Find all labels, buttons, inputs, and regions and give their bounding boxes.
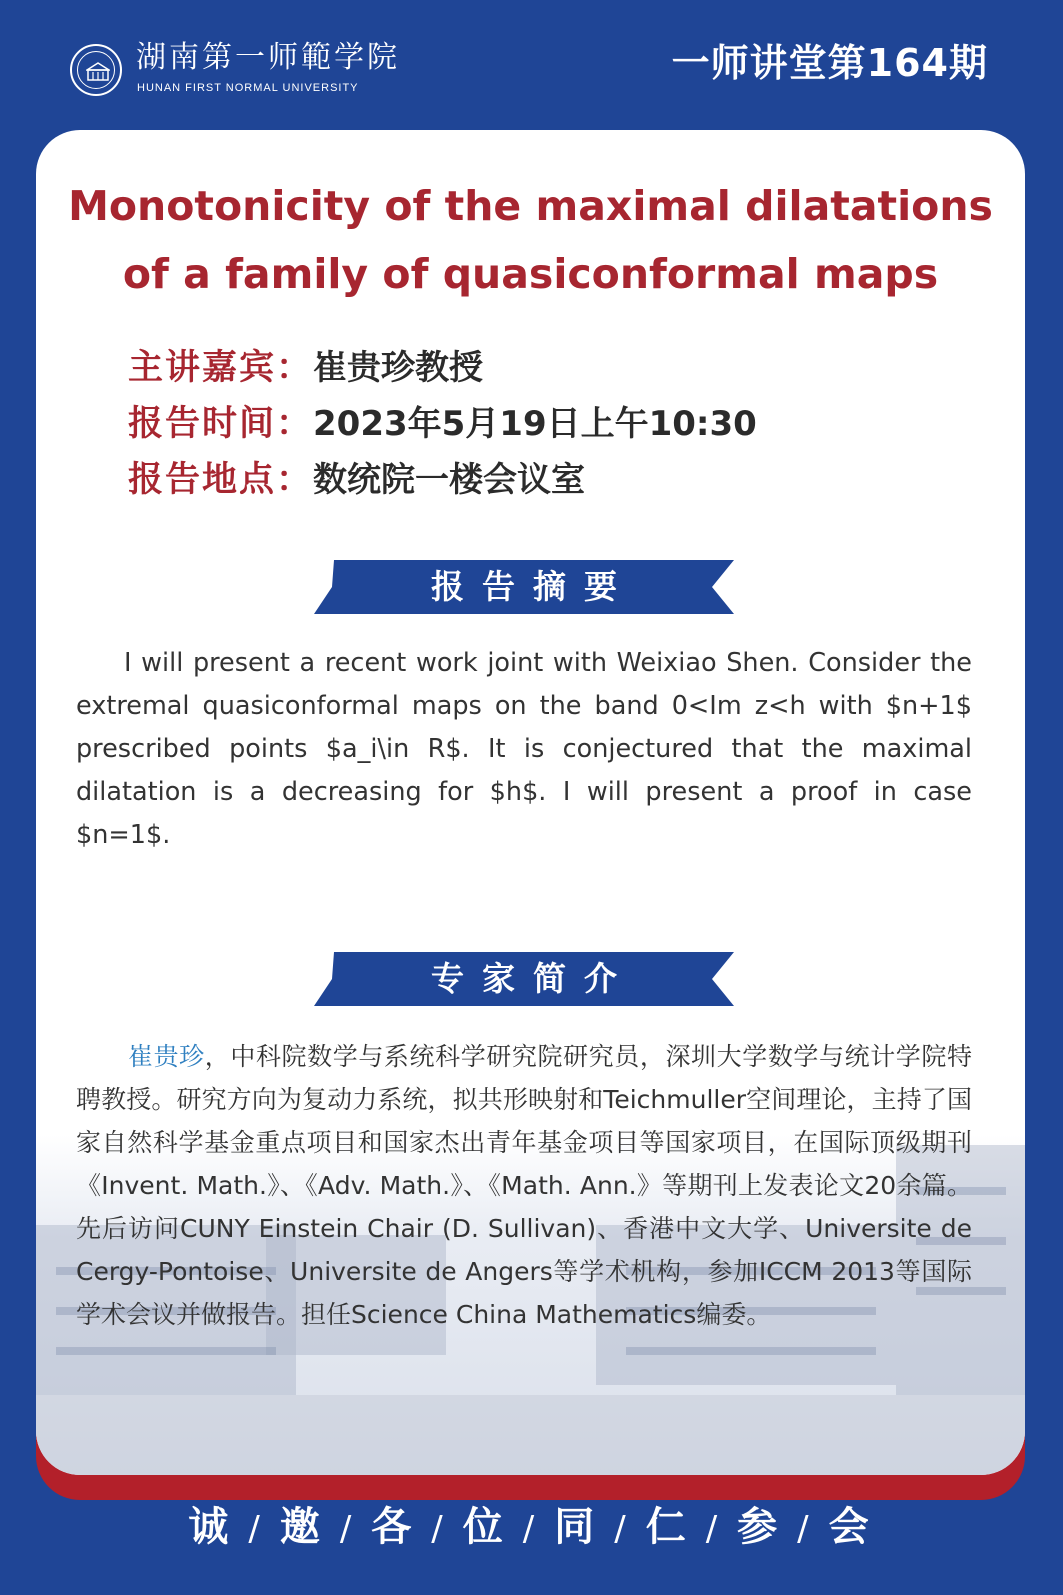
- header: [0, 0, 1063, 135]
- bio-text: [76, 1035, 972, 1336]
- bio-heading-banner: [314, 952, 734, 1006]
- footer-char: 位: [462, 1504, 509, 1550]
- talk-info: [128, 340, 757, 508]
- invitation-footer: [0, 1497, 1063, 1557]
- footer-char: 会: [828, 1504, 875, 1550]
- abstract-text: I will present a recent work joint with Weixiao Shen. Consider the extremal quasiconformal maps on the band 0<Im z<h with $n+1$ prescribed points $a_i\in R$. It is conjectured that the maximal dilatation is a decreasing for $h$. I will present a proof in case $n=1$.: [76, 648, 972, 850]
- talk-title-line2: of a family of quasiconformal maps: [122, 250, 939, 298]
- expert-name: 崔贵珍: [128, 1042, 205, 1071]
- talk-title-line1: Monotonicity of the maximal dilatations: [68, 182, 993, 230]
- time-label: 报告时间：: [128, 404, 314, 444]
- footer-divider: /: [614, 1509, 632, 1549]
- footer-char: 仁: [645, 1504, 692, 1550]
- school-name-en: HUNAN FIRST NORMAL UNIVERSITY: [137, 82, 359, 94]
- footer-divider: /: [522, 1509, 541, 1549]
- speaker-value: 崔贵珍教授: [313, 348, 484, 388]
- footer-char: 同: [554, 1504, 601, 1550]
- university-seal-icon: [70, 44, 122, 96]
- footer-char: 参: [737, 1504, 784, 1550]
- place-value: 数统院一楼会议室: [313, 460, 586, 500]
- place-label: 报告地点：: [128, 460, 314, 500]
- footer-divider: /: [431, 1509, 449, 1549]
- footer-char: 诚: [188, 1504, 235, 1550]
- speaker-label: 主讲嘉宾：: [128, 348, 314, 388]
- speaker-row: [128, 340, 757, 396]
- footer-divider: /: [248, 1509, 266, 1549]
- footer-divider: /: [339, 1509, 358, 1549]
- place-row: [128, 452, 757, 508]
- time-value: 2023年5月19日上午10:30: [313, 404, 757, 444]
- school-name: 湖南第一师範学院: [136, 40, 400, 75]
- footer-char: 邀: [279, 1504, 326, 1550]
- bio-body: ，中科院数学与系统科学研究院研究员，深圳大学数学与统计学院特聘教授。研究方向为复动力系统，拟共形映射和Teichmuller空间理论，主持了国家自然科学基金重点项目和国家杰出青年基金项目等国家项目，在国际顶级期刊《Invent. Math.》、《Adv. Math.》、《Math. Ann.》等期刊上发表论文20余篇。先后访问CUNY Einstein Chair (D. Sullivan)、香港中文大学、Universite de Cergy-Pontoise、Universite de Angers等学术机构，参加ICCM 2013等国际学术会议并做报告。担任Science China Mathematics编委。: [76, 1042, 972, 1329]
- lecture-series-title: 一师讲堂第164期: [671, 41, 988, 85]
- abstract-heading: 报告摘要: [431, 567, 635, 606]
- footer-char: 各: [371, 1504, 418, 1550]
- poster-card: [36, 130, 1025, 1475]
- bio-heading: 专家简介: [431, 959, 635, 998]
- time-row: [128, 396, 757, 452]
- footer-divider: /: [797, 1509, 815, 1549]
- talk-title: [36, 172, 1025, 308]
- footer-divider: /: [705, 1509, 724, 1549]
- abstract-heading-banner: [314, 560, 734, 614]
